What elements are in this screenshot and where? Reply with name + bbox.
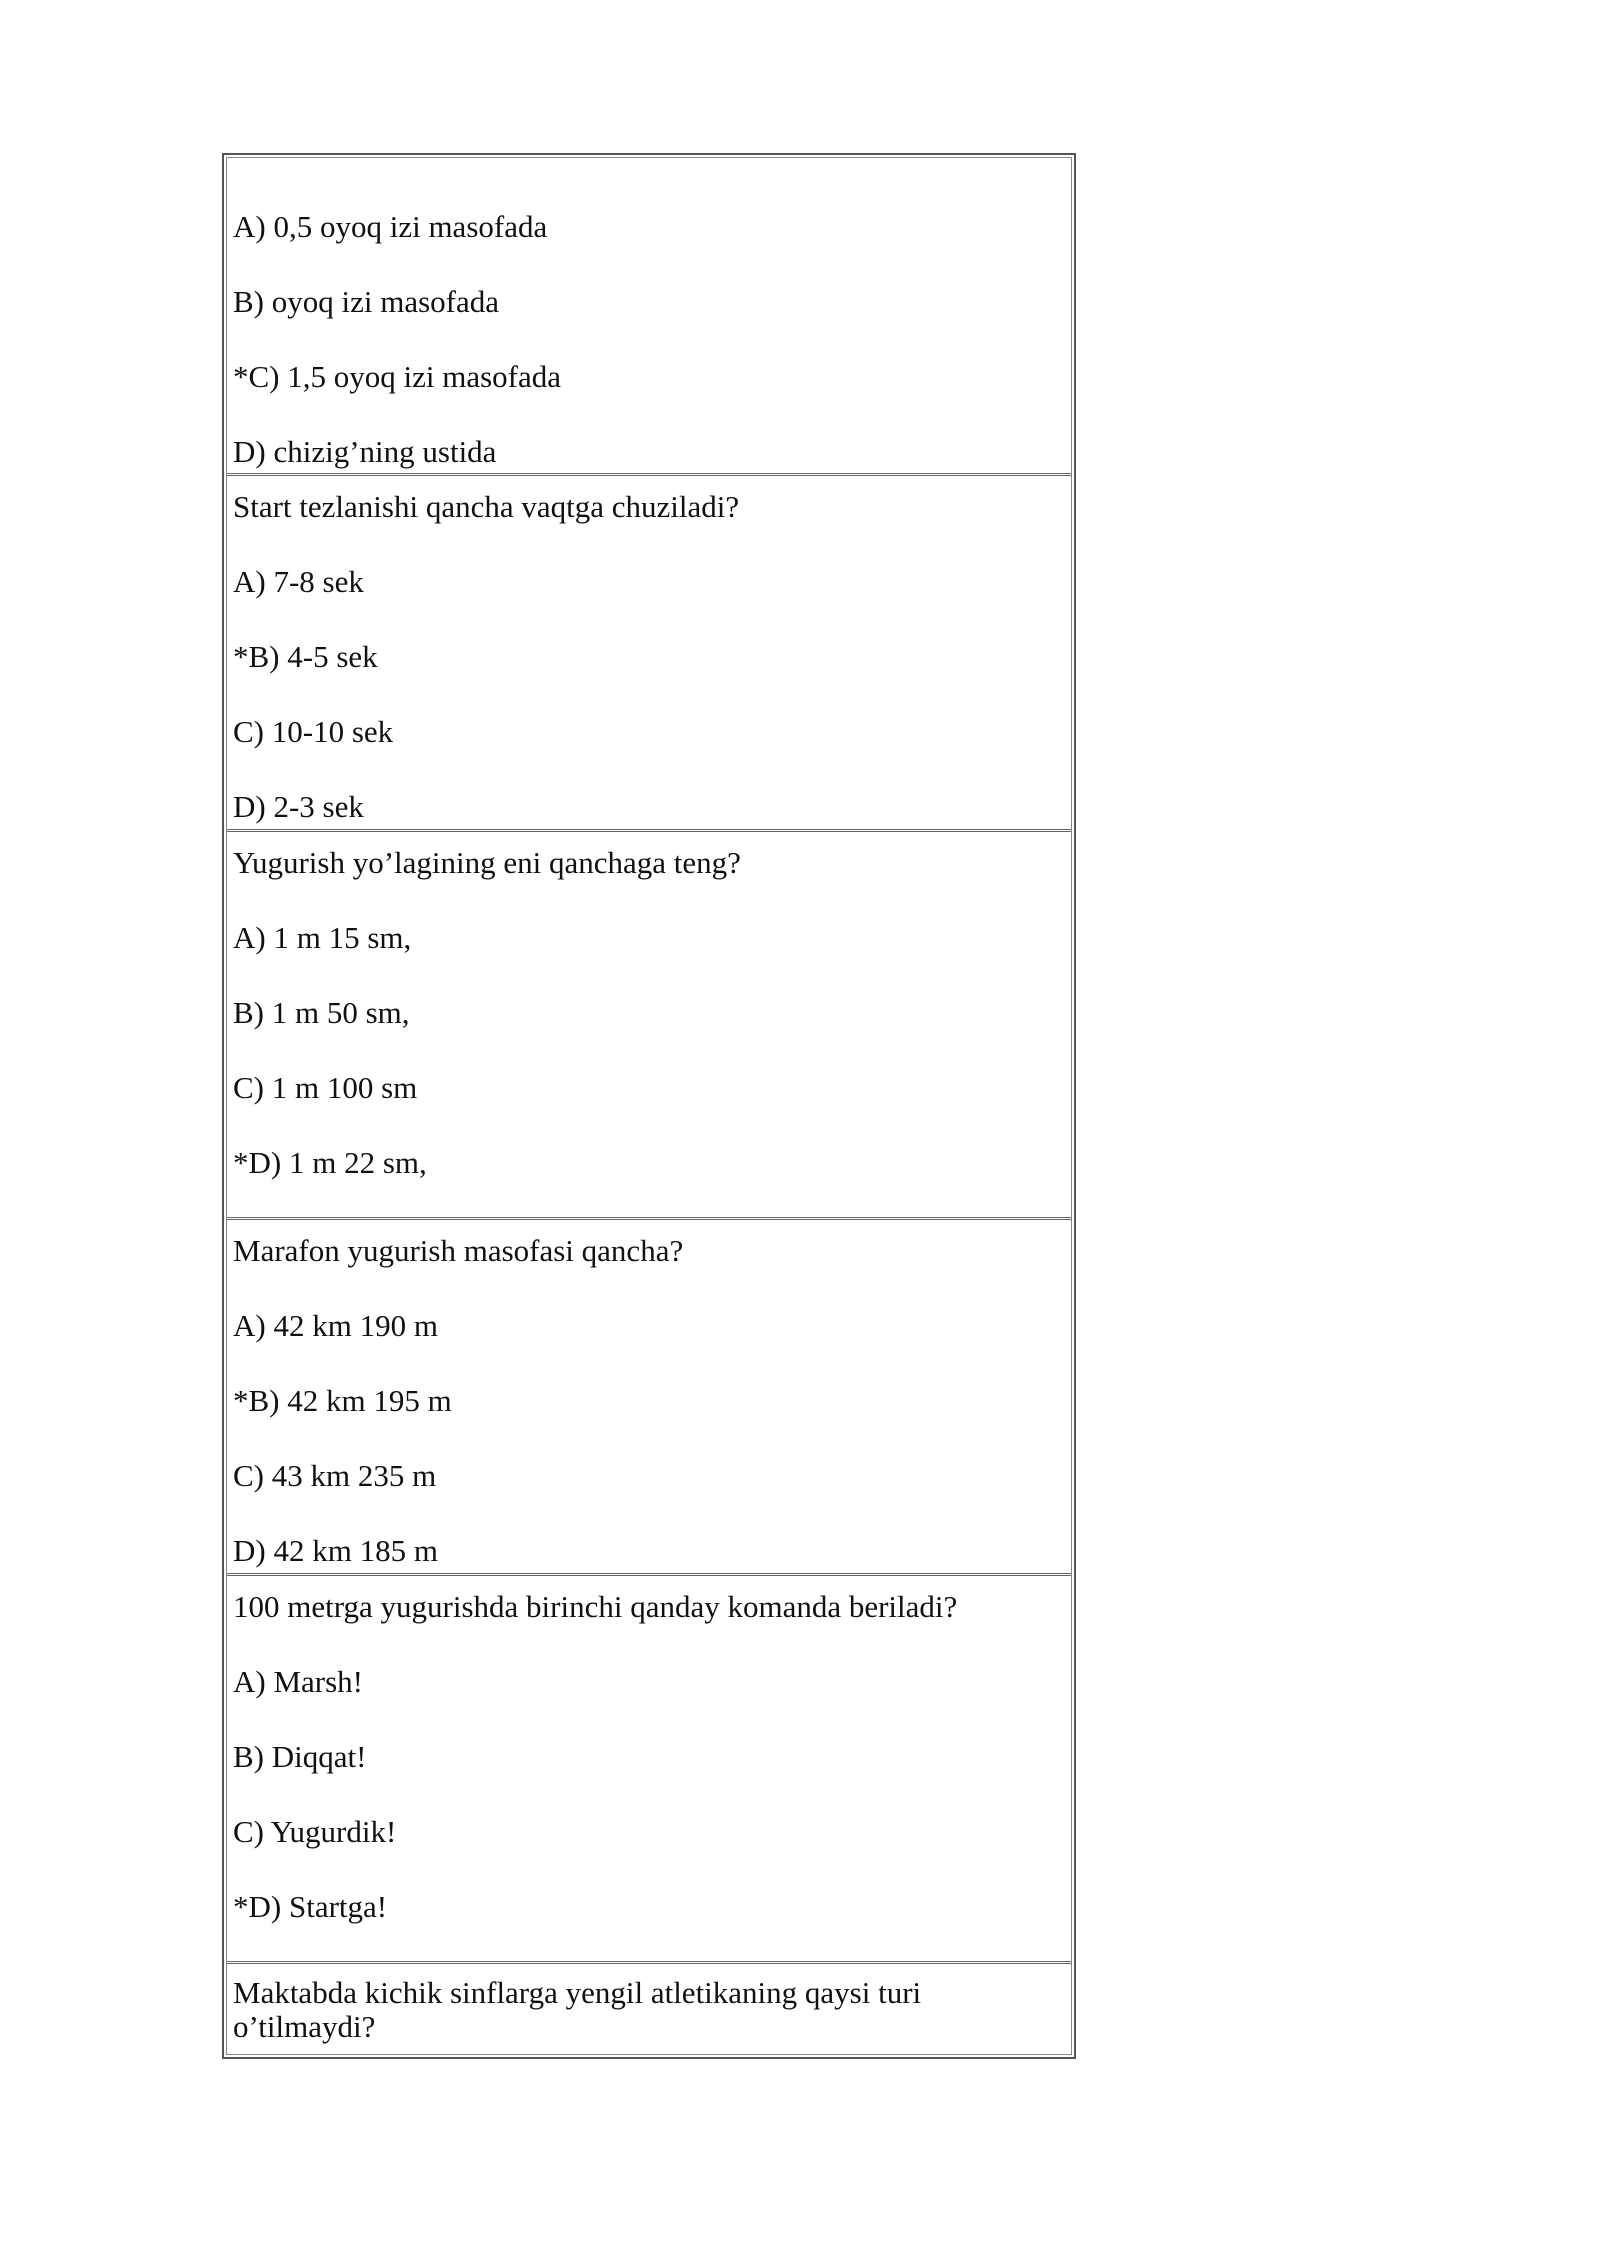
answer-option: A) Marsh!: [233, 1664, 363, 1699]
answer-option: C) 1 m 100 sm: [233, 1070, 418, 1105]
answer-option: *B) 42 km 195 m: [233, 1383, 452, 1418]
answer-option: A) 1 m 15 sm,: [233, 920, 412, 955]
answer-option: B) 1 m 50 sm,: [233, 995, 410, 1030]
answer-option: A) 0,5 oyoq izi masofada: [233, 209, 548, 244]
answer-option: A) 42 km 190 m: [233, 1308, 438, 1343]
answer-option: B) Diqqat!: [233, 1739, 367, 1774]
question-text: 100 metrga yugurishda birinchi qanday komanda beriladi?: [233, 1589, 958, 1624]
answer-option: D) 2-3 sek: [233, 789, 364, 824]
answer-option: *B) 4-5 sek: [233, 639, 378, 674]
question-text: Yugurish yo’lagining eni qanchaga teng?: [233, 845, 741, 880]
question-cell: [227, 158, 1071, 476]
answer-option: D) 42 km 185 m: [233, 1533, 438, 1568]
answer-option: B) oyoq izi masofada: [233, 284, 500, 319]
test-table: [222, 153, 1076, 2059]
answer-option: C) 10-10 sek: [233, 714, 394, 749]
answer-option: *D) 1 m 22 sm,: [233, 1145, 427, 1180]
answer-option: D) chizig’ning ustida: [233, 434, 497, 469]
question-text: Maktabda kichik sinflarga yengil atletikaning qaysi turi o’tilmaydi?: [233, 1975, 922, 2044]
test-table-inner: [226, 157, 1072, 2055]
question-cell: [227, 1576, 1071, 1964]
question-cell: [227, 1220, 1071, 1576]
answer-option: *D) Startga!: [233, 1889, 388, 1924]
answer-option: C) 43 km 235 m: [233, 1458, 437, 1493]
question-cell: [227, 476, 1071, 832]
question-text: Start tezlanishi qancha vaqtga chuziladi?: [233, 489, 740, 524]
answer-option: C) Yugurdik!: [233, 1814, 397, 1849]
answer-option: A) 7-8 sek: [233, 564, 364, 599]
answer-option: *C) 1,5 oyoq izi masofada: [233, 359, 562, 394]
question-text: Marafon yugurish masofasi qancha?: [233, 1233, 684, 1268]
question-cell: [227, 1964, 1071, 2054]
question-cell: [227, 832, 1071, 1220]
